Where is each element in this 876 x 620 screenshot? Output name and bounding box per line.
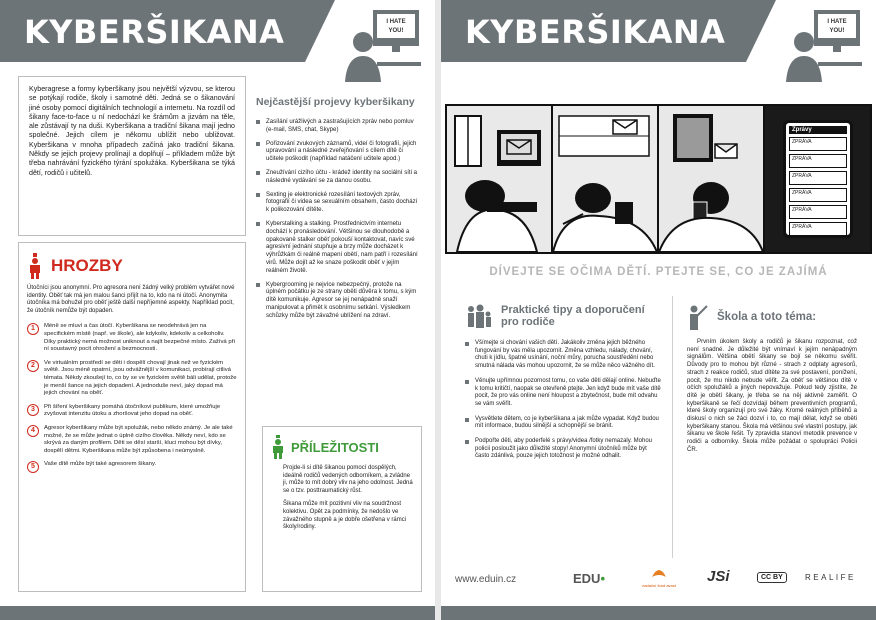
phone-message-label: ZPRÁVA — [792, 224, 812, 230]
threat-item — [27, 323, 237, 353]
page-title: KYBERŠIKANA — [24, 13, 285, 51]
tips-heading — [501, 304, 645, 328]
manifestations-heading: Nejčastější projevy kyberšikany — [256, 96, 415, 108]
school-text: Prvním úkolem školy a rodičů je šikanu rozpoznat, což není snadné. Je důležité být vnímaví k jejím nenápadným signálům. Většina obětí šikany se bojí se někomu svěřit. Důvody pro to mohou být různé - strach z odplaty agresorů, strach z reakce rodičů, stud dítěte za své postavení, ponížení, pocit, že mu nikdo nebude věřit. Za oběť se většinou dítě v očích spolužáků a jiných nepovažuje. Pokud tedy zjistíte, že dítě je obětí šikany, je třeba se na něj aktivně zaměřit. O kyberšikaně se řečí dozvídají během preventivních programů, které školy organizují pro své žáky. Kromě reálných příběhů a diskusí o nich se žáci dozví i to, co mají dělat, když se oběti kyberšikany stanou. Škola má většinou své vlastní postupy, jak šikanu ve škole řešit. Ty zpravidla stanoví metodik prevence v rodiči a odborníky. Škola může požádat o spolupráci Policii ČR. — [687, 338, 857, 453]
phone-message-row — [789, 137, 847, 151]
tips-heading-l1: Praktické tipy a doporučení — [501, 304, 645, 316]
comic-panel-4 — [765, 106, 870, 252]
manifestation-item: Sexting je elektronické rozesílání textových zpráv, fotografií či videa se sexuálním obsahem, často dochází k polikozování dítěte. — [256, 191, 422, 214]
manifestation-item: Pořizování zvukových záznamů, videí či fotografií, jejich upravování a následné zveřejňování s cílem dítě či učitele poškodit (například natáčení učitele apod.) — [256, 140, 422, 163]
threat-number: 3 — [27, 404, 39, 416]
comic-strip — [445, 104, 872, 254]
threat-text: Agresor kyberšikany může být spolužák, nebo někdo známý. Je ale také možné, že se může jednat o úplně cizího člověka. Někdy neví, kdo se skrývá za daným profilem. Děti se děsí starší, kluci mohou být dívky, dospělí dětmi. Kyberšikana může být způsobena i neúmyslně. — [44, 424, 233, 454]
boy-reading-message-illustration — [553, 106, 657, 252]
logo-realife — [805, 573, 856, 582]
tip-item: Všímejte si chování vašich dětí. Jakákoliv změna jejich běžného fungování by vás měla upozornit. Změna vzhledu, nálady, chování, chuti k jídlu, špatné usínání, noční můry, porucha soustředění nebo smutná nálada vás mohou upozornit, že se může něco vážného dít. — [465, 340, 662, 371]
threat-text: Vaše dítě může být také agresorem šikany. — [44, 461, 157, 468]
phone-message-row — [789, 188, 847, 202]
phone-header: Zprávy — [789, 126, 847, 134]
threats-intro: Útočníci jsou anonymní. Pro agresora není žádný velký problém vytvářet nové identity. Oběť tak má jen malou šanci přijít na to, kdo na ni útočí. Anonymita útočníka má bohužel pro oběť ještě další nepříjemné aspekty. Například pocit, že útočník nemůže být dopaden. — [27, 285, 235, 314]
threats-header — [27, 253, 237, 279]
bottom-bar — [441, 606, 876, 620]
hate-text-l1: I HATE — [827, 19, 847, 25]
threat-item — [27, 461, 237, 469]
phone-message-row — [789, 205, 847, 219]
logo-edu-dot: • — [600, 571, 606, 586]
school-box — [681, 300, 863, 550]
comic-panel-3 — [659, 106, 763, 252]
logo-edu — [573, 571, 605, 586]
tip-item: Vysvětlete dětem, co je kyberšikana a jak může vypadat. Když budou mít informace, budou silnější a schopnější se bránit. — [465, 416, 662, 431]
opportunities-box — [262, 426, 422, 592]
comic-panel-1 — [447, 106, 551, 252]
left-page — [0, 0, 435, 620]
threat-number: 2 — [27, 360, 39, 372]
tip-item: Podpořte děti, aby poderfelé s právy/videa /fotky nemazaly. Mohou policii posloužit jako důležité stopy! Anonymní útočníků může být často zdánlivá, pouze jejich totožnost je možné odhalit. — [465, 438, 662, 461]
tip-item: Věnujte upřímnou pozornost tomu, co vaše děti dělají online. Nebuďte k tomu kritičtí, naopak se otevřeně ptejte. Jen když bude mít vaše dítě pocit, že pro vás online není hloupost a zbytečnost, bude mít odvahu se vám svěřit. — [465, 378, 662, 409]
phone-message-row — [789, 154, 847, 168]
opportunities-p2: Šikana může mít pozitivní vliv na soudržnost kolektivu. Opět za podmínky, že nedošlo ve závažného stupně a je dobře ošetřena v rámci školy/rodiny. — [283, 501, 407, 531]
logo-jsi-text: JSi — [707, 568, 730, 585]
logo-avast-text: nadační fond avast — [642, 583, 676, 588]
bottom-bar — [0, 606, 435, 620]
boy-in-bed-with-phone-illustration — [659, 106, 763, 252]
hate-text-l1: I HATE — [386, 19, 406, 25]
phone-message-row — [789, 222, 847, 236]
threat-number: 1 — [27, 323, 39, 335]
threats-heading: HROZBY — [51, 256, 123, 275]
manifestation-item: Kyberstalking a stalking. Prostřednictvím internetu dochází k pronásledování. Většinou se dlouhodobě a opakovaně stalker oběť pokouší kontaktovat, navíc své agresivní jednání stupňuje a brzy může docházet k výhrůžkám či reálně mapení obětí, nam patří i rozesílání virů. Může dojít až ke snaze poškodit oběť v jejím reálném životě. — [256, 220, 422, 275]
manifestation-item: Zasílání urážlivých a zastrašujících zpráv nebo pomluv (e-mail, SMS, chat, Skype) — [256, 118, 422, 134]
phone-message-label: ZPRÁVA — [792, 173, 812, 179]
footer-logos — [455, 568, 862, 592]
phone-message-label: ZPRÁVA — [792, 139, 812, 145]
right-page — [441, 0, 876, 620]
logo-realife-text: REALIFE — [805, 573, 856, 582]
manifestation-item: Zneužívání cizího účtu - krádež identity na sociální síti a následné vydávání se za danou osobu. — [256, 169, 422, 185]
computer-hate-icon — [337, 6, 423, 86]
teacher-icon — [687, 304, 709, 330]
comic-panel-2 — [553, 106, 657, 252]
opportunities-p1: Projde-li si dítě šikanou pomocí dospělých, ideálně rodičů vedených odborníkem, a zvládne ji, může to mít dobrý vliv na jeho odolnost. Jedná se o tzv. posttraumatický růst. — [283, 465, 413, 494]
logo-edu-text: EDU — [573, 571, 601, 586]
intro-box — [18, 76, 246, 236]
opportunities-header — [271, 435, 413, 459]
tips-heading-l2: pro rodiče — [501, 316, 555, 328]
school-header — [687, 304, 857, 330]
opportunities-heading: PŘÍLEŽITOSTI — [291, 439, 379, 455]
warning-person-icon — [27, 253, 43, 279]
hate-text-l2: YOU! — [388, 28, 404, 34]
logo-cc-text: CC BY — [761, 574, 783, 581]
tips-box — [455, 296, 673, 558]
logo-avast — [631, 566, 687, 588]
threat-number: 5 — [27, 461, 39, 473]
opportunity-person-icon — [271, 435, 285, 459]
logo-jsi — [707, 568, 730, 585]
threat-number: 4 — [27, 425, 39, 437]
website-link[interactable]: www.eduin.cz — [455, 574, 517, 585]
manifestation-item: Kybergrooming je nejvíce nebezpečný, protože na úplném počátku je ze strany oběti důvěra k tomu, s kým dítě komunikuje. Agresor se jej nenápadně snaží manipulovat a přimět k osobnímu setkání. Výsledkem schůzky může být závažné ublížení na zdraví. — [256, 281, 422, 320]
tips-header — [465, 304, 662, 330]
threats-box — [18, 242, 246, 592]
threats-list — [27, 323, 237, 469]
school-heading: Škola a toto téma: — [717, 311, 817, 323]
threat-text: Ve virtuálním prostředí se děti i dospělí chovají jinak než ve fyzickém světě. Jsou méně opatrní, jsou odvážnější v komunikaci, probírají citlivá témata. Někdy zkoušejí to, co by se ve fyzickém světě báli udělat, protože je menší šance na jejich dopadení. A jednoduše neví, jaký dopad má jejich chování na oběť. — [44, 359, 237, 397]
threat-text: Při šíření kyberšikany pomáhá útočníkovi publikum, které umožňuje zvyšovat intenzitu útoku a zhoršovat jeho dopad na oběť. — [44, 403, 221, 418]
computer-hate-icon — [778, 6, 864, 86]
phone-message-row — [789, 171, 847, 185]
family-icon — [465, 304, 493, 330]
phone-message-label: ZPRÁVA — [792, 156, 812, 162]
tagline: DÍVEJTE SE OČIMA DĚTÍ. PTEJTE SE, CO JE ZAJÍMÁ — [489, 266, 828, 278]
threat-item — [27, 425, 237, 455]
avast-flame-icon — [650, 567, 668, 579]
phone-message-label: ZPRÁVA — [792, 190, 812, 196]
phone-screen — [783, 120, 853, 238]
threat-item — [27, 360, 237, 398]
logo-cc — [757, 572, 787, 583]
hate-text-l2: YOU! — [829, 28, 845, 34]
threat-item — [27, 404, 237, 419]
manifestations-section — [256, 96, 422, 326]
intro-text: Kyberagrese a formy kyberšikany jsou největší výzvou, se kterou se potýkají rodiče, školy i samotné děti. Jedná se o šikanování jiné osoby pomocí digitálních technologií a internetu. Na rozdíl od šikany face-to-face u ní nedochází ke šrámům a jizvám na těle, ale zůstávají ty na duši. Kyberšikana a tradiční šikana mají jedno společné. Jejich cílem je někomu ublížit nebo ubližovat. Kyberšikana v mnoha případech začíná jako tradiční šikana. Někdy se jejich projevy prolínají a doplňují – příkladem může být třeba nahrávání fyzického týrání spolužáka. Kyberšikana se týká dětí, rodičů i učitelů. — [29, 85, 235, 177]
page-title: KYBERŠIKANA — [465, 13, 726, 51]
boy-at-computer-illustration — [447, 106, 551, 252]
phone-message-label: ZPRÁVA — [792, 207, 812, 213]
threat-text: Méně se mluví a čas útočí. Kyberšikana se neodehrává jen na specifickém místě (např. ve škole), ale kdykoliv, kdekoliv a celkoholiv. Díky praktický nemá možnost uniknout a najít bezpečné místo. Zažívá při ní soustavný pocit ohrožení a bezmocnosti. — [44, 323, 235, 353]
